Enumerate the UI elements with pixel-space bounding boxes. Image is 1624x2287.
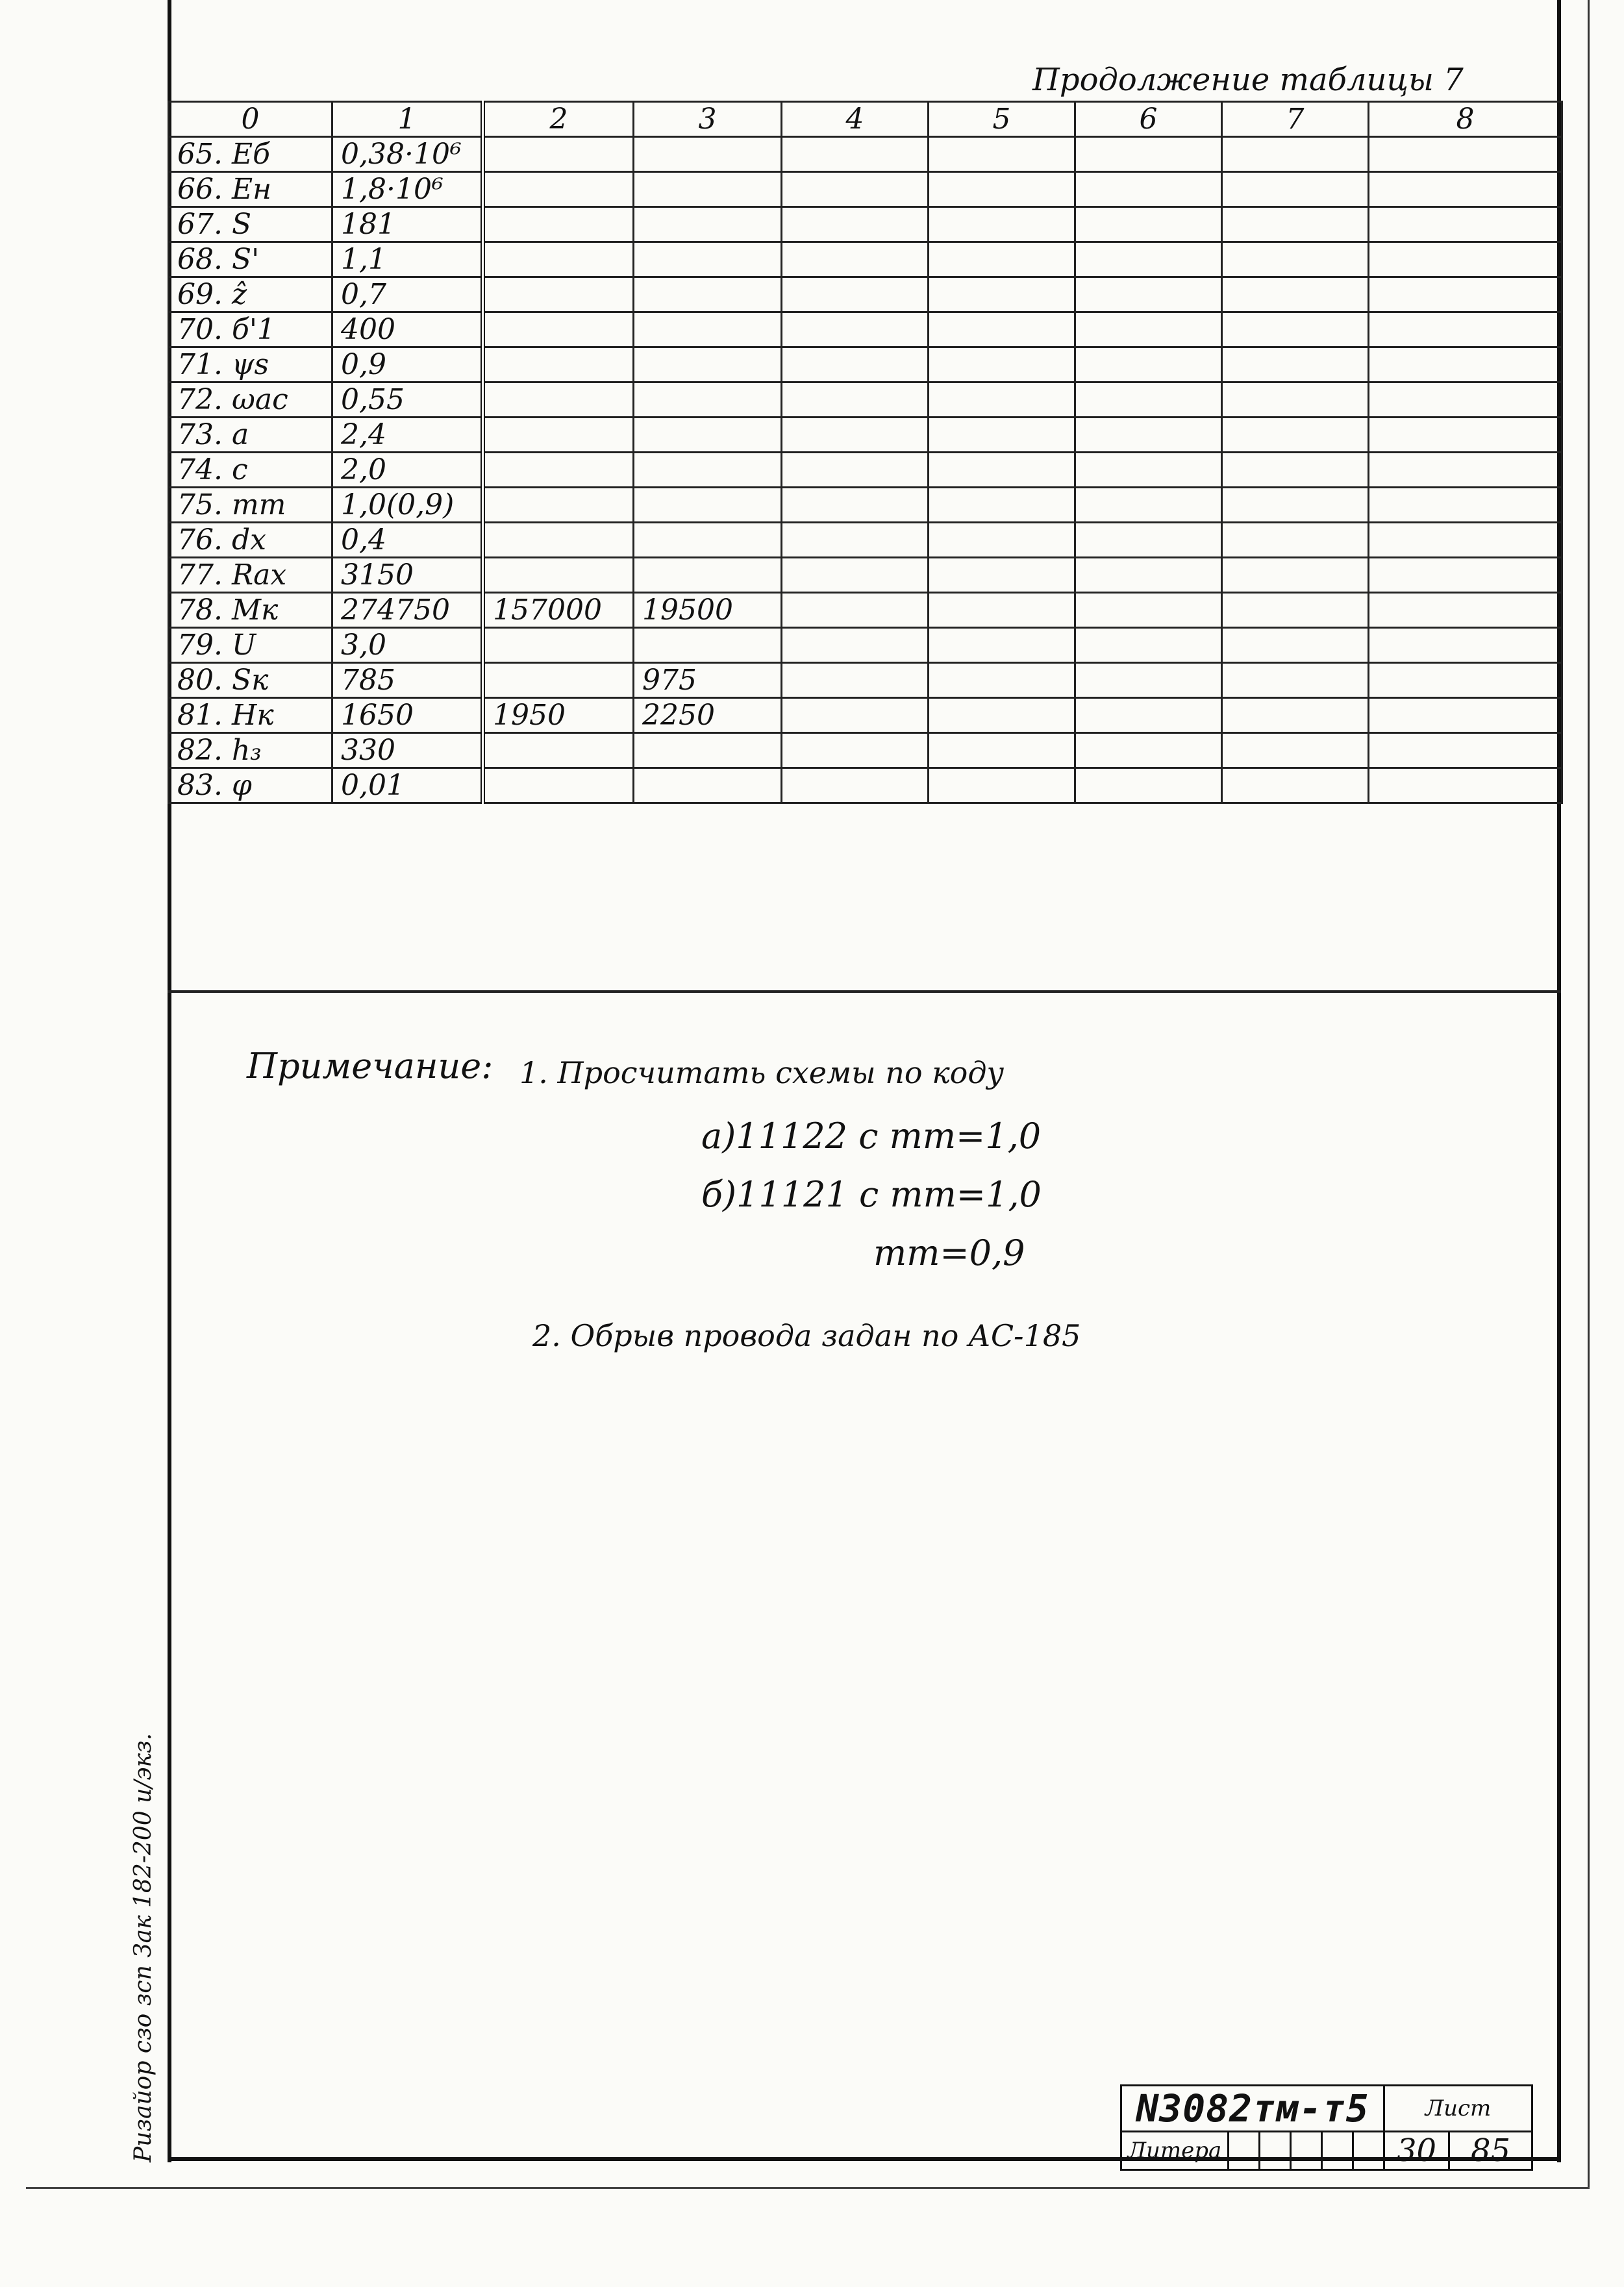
table-cell xyxy=(1075,172,1222,207)
table-cell xyxy=(1222,593,1369,628)
row-label: 69. ẑ xyxy=(169,277,332,312)
table-cell xyxy=(929,312,1075,347)
row-label: 72. ωас xyxy=(169,382,332,418)
table-cell xyxy=(1222,698,1369,733)
table-cell xyxy=(634,733,782,768)
row-label: 67. S xyxy=(169,207,332,242)
table-cell xyxy=(1075,137,1222,172)
table-cell xyxy=(782,137,929,172)
table-cell xyxy=(1369,768,1562,803)
document-code: N3082тм-т5 xyxy=(1121,2086,1384,2132)
table-cell xyxy=(1369,418,1562,453)
outer-bottom-line xyxy=(26,2187,1590,2189)
table-cell xyxy=(1075,558,1222,593)
row-label: 68. S' xyxy=(169,242,332,277)
table-row xyxy=(169,488,1562,523)
table-cell xyxy=(1075,207,1222,242)
table-cell xyxy=(1369,593,1562,628)
table-cell xyxy=(782,242,929,277)
table-cell xyxy=(634,277,782,312)
table-row xyxy=(169,768,1562,803)
table-row xyxy=(169,172,1562,207)
table-cell xyxy=(1369,347,1562,382)
table-cell xyxy=(1222,347,1369,382)
table-cell xyxy=(782,663,929,698)
table-row xyxy=(169,312,1562,347)
row-label: 74. с xyxy=(169,453,332,488)
table-cell xyxy=(1222,768,1369,803)
table-cell xyxy=(1369,523,1562,558)
column-header: 5 xyxy=(929,102,1075,137)
table-cell xyxy=(634,418,782,453)
table-cell xyxy=(1075,277,1222,312)
column-header: 2 xyxy=(483,102,634,137)
table-cell xyxy=(483,418,634,453)
table-cell xyxy=(634,207,782,242)
table-cell xyxy=(782,382,929,418)
title-block xyxy=(1120,2084,1533,2171)
table-cell xyxy=(483,347,634,382)
table-row xyxy=(169,382,1562,418)
column-header: 3 xyxy=(634,102,782,137)
table-row xyxy=(169,593,1562,628)
table-row xyxy=(169,663,1562,698)
table-cell xyxy=(483,453,634,488)
table-cell: 400 xyxy=(332,312,483,347)
row-label: 70. б'1 xyxy=(169,312,332,347)
table-cell xyxy=(1369,207,1562,242)
table-cell xyxy=(929,663,1075,698)
table-cell: 157000 xyxy=(483,593,634,628)
table-cell xyxy=(929,207,1075,242)
table-cell xyxy=(483,663,634,698)
table-cell xyxy=(929,733,1075,768)
table-cell: 0,55 xyxy=(332,382,483,418)
table-row xyxy=(169,242,1562,277)
table-cell xyxy=(929,382,1075,418)
row-label: 73. а xyxy=(169,418,332,453)
table-cell xyxy=(483,768,634,803)
table-cell xyxy=(1075,768,1222,803)
column-header: 1 xyxy=(332,102,483,137)
table-cell xyxy=(483,277,634,312)
table-cell xyxy=(782,698,929,733)
table-cell xyxy=(483,558,634,593)
table-cell xyxy=(929,628,1075,663)
table-cell xyxy=(1075,453,1222,488)
table-cell xyxy=(782,453,929,488)
column-header: 6 xyxy=(1075,102,1222,137)
table-cell xyxy=(634,768,782,803)
table-row xyxy=(169,277,1562,312)
table-cell xyxy=(782,558,929,593)
table-cell xyxy=(929,137,1075,172)
table-row xyxy=(169,137,1562,172)
table-cell xyxy=(1222,207,1369,242)
table-cell xyxy=(782,488,929,523)
table-cell: 2,0 xyxy=(332,453,483,488)
table-cell xyxy=(1222,663,1369,698)
table-cell xyxy=(483,242,634,277)
table-cell xyxy=(1369,277,1562,312)
table-cell xyxy=(634,242,782,277)
note-label: Примечание: xyxy=(247,1045,493,1086)
table-cell xyxy=(929,768,1075,803)
table-row xyxy=(169,698,1562,733)
table-cell xyxy=(634,488,782,523)
row-label: 65. Еб xyxy=(169,137,332,172)
table-cell xyxy=(483,207,634,242)
table-cell xyxy=(1075,698,1222,733)
table-cell xyxy=(1222,628,1369,663)
column-header: 4 xyxy=(782,102,929,137)
table-cell xyxy=(1075,382,1222,418)
row-label: 71. ψs xyxy=(169,347,332,382)
table-row xyxy=(169,523,1562,558)
table-row xyxy=(169,418,1562,453)
table-cell xyxy=(1369,698,1562,733)
table-cell: 0,9 xyxy=(332,347,483,382)
table-cell: 2250 xyxy=(634,698,782,733)
table-cell: 1,0(0,9) xyxy=(332,488,483,523)
table-cell xyxy=(1369,628,1562,663)
table-cell xyxy=(782,523,929,558)
table-cell xyxy=(1222,137,1369,172)
table-cell: 975 xyxy=(634,663,782,698)
table-cell: 3150 xyxy=(332,558,483,593)
column-header: 7 xyxy=(1222,102,1369,137)
table-cell xyxy=(929,172,1075,207)
table-cell: 0,01 xyxy=(332,768,483,803)
table-cell: 1950 xyxy=(483,698,634,733)
table-cell xyxy=(929,242,1075,277)
total-sheets: 85 xyxy=(1449,2132,1532,2170)
table-cell xyxy=(782,733,929,768)
table-cell xyxy=(483,312,634,347)
row-label: 79. U xyxy=(169,628,332,663)
row-label: 75. mт xyxy=(169,488,332,523)
outer-right-line xyxy=(1588,0,1590,2188)
table-cell xyxy=(483,733,634,768)
table-cell xyxy=(634,312,782,347)
table-bottom-rule xyxy=(168,990,1561,993)
table-cell xyxy=(1369,453,1562,488)
table-cell xyxy=(634,628,782,663)
table-cell xyxy=(1369,558,1562,593)
table-cell xyxy=(1369,137,1562,172)
table-cell: 1,1 xyxy=(332,242,483,277)
row-label: 83. φ xyxy=(169,768,332,803)
row-label: 82. h₃ xyxy=(169,733,332,768)
table-cell xyxy=(1222,382,1369,418)
litera-cell xyxy=(1229,2132,1260,2170)
table-cell: 19500 xyxy=(634,593,782,628)
table-cell xyxy=(483,488,634,523)
table-cell: 1650 xyxy=(332,698,483,733)
litera-cell xyxy=(1322,2132,1353,2170)
row-label: 80. Sк xyxy=(169,663,332,698)
table-cell xyxy=(1075,312,1222,347)
data-table xyxy=(168,101,1563,804)
sheet-label: Лист xyxy=(1384,2086,1532,2132)
table-cell xyxy=(929,453,1075,488)
table-cell xyxy=(929,558,1075,593)
litera-label: Литера xyxy=(1121,2132,1229,2170)
table-cell xyxy=(782,312,929,347)
table-cell xyxy=(1222,453,1369,488)
row-label: 78. Mк xyxy=(169,593,332,628)
table-cell xyxy=(1369,488,1562,523)
table-cell xyxy=(782,207,929,242)
table-cell xyxy=(483,628,634,663)
table-cell xyxy=(929,418,1075,453)
row-label: 81. Hк xyxy=(169,698,332,733)
table-cell xyxy=(929,277,1075,312)
table-header-row xyxy=(169,102,1562,137)
column-header: 8 xyxy=(1369,102,1562,137)
table-row xyxy=(169,558,1562,593)
row-label: 66. Ен xyxy=(169,172,332,207)
table-cell xyxy=(1222,277,1369,312)
table-cell: 274750 xyxy=(332,593,483,628)
table-cell xyxy=(1222,172,1369,207)
table-cell xyxy=(1369,382,1562,418)
table-cell xyxy=(634,523,782,558)
table-cell xyxy=(782,628,929,663)
table-cell xyxy=(1369,172,1562,207)
litera-cell xyxy=(1291,2132,1322,2170)
table-cell xyxy=(1369,733,1562,768)
table-cell xyxy=(1369,663,1562,698)
row-label: 77. Rах xyxy=(169,558,332,593)
table-cell xyxy=(1222,242,1369,277)
table-cell: 0,7 xyxy=(332,277,483,312)
table-cell xyxy=(1075,242,1222,277)
column-header: 0 xyxy=(169,102,332,137)
table-cell xyxy=(634,382,782,418)
litera-cell xyxy=(1353,2132,1384,2170)
note-item-2: 2. Обрыв провода задан по АС-185 xyxy=(532,1318,1081,1353)
table-cell xyxy=(1075,347,1222,382)
table-caption: Продолжение таблицы 7 xyxy=(1032,62,1464,98)
litera-cell xyxy=(1260,2132,1291,2170)
table-row xyxy=(169,628,1562,663)
table-cell xyxy=(929,593,1075,628)
table-cell xyxy=(1222,733,1369,768)
table-cell: 2,4 xyxy=(332,418,483,453)
table-cell xyxy=(1075,593,1222,628)
table-cell xyxy=(782,593,929,628)
table-cell: 0,38·10⁶ xyxy=(332,137,483,172)
table-cell xyxy=(782,172,929,207)
table-row xyxy=(169,733,1562,768)
table-cell xyxy=(483,172,634,207)
table-cell xyxy=(929,698,1075,733)
table-cell xyxy=(1222,523,1369,558)
table-cell xyxy=(929,347,1075,382)
table-cell xyxy=(483,382,634,418)
table-cell xyxy=(1075,628,1222,663)
note-line-b: б)11121 с mт=1,0 xyxy=(701,1174,1042,1215)
table-cell xyxy=(1075,418,1222,453)
side-print-note: Ризайор сзо зсп Зак 182-200 и/экз. xyxy=(130,1732,156,2162)
row-label: 76. dх xyxy=(169,523,332,558)
table-cell xyxy=(1222,312,1369,347)
table-cell: 1,8·10⁶ xyxy=(332,172,483,207)
table-cell: 785 xyxy=(332,663,483,698)
table-cell: 3,0 xyxy=(332,628,483,663)
table-cell xyxy=(1075,663,1222,698)
table-cell xyxy=(782,768,929,803)
table-cell xyxy=(634,347,782,382)
table-cell xyxy=(1222,488,1369,523)
table-row xyxy=(169,207,1562,242)
table-cell xyxy=(634,558,782,593)
table-cell xyxy=(782,418,929,453)
note-line-a: а)11122 с mт=1,0 xyxy=(701,1116,1042,1156)
table-cell xyxy=(782,277,929,312)
table-cell xyxy=(1075,733,1222,768)
table-cell xyxy=(782,347,929,382)
table-cell xyxy=(929,523,1075,558)
table-cell xyxy=(483,137,634,172)
table-cell xyxy=(929,488,1075,523)
table-cell xyxy=(1369,312,1562,347)
sheet-number: 30 xyxy=(1384,2132,1449,2170)
table-cell: 181 xyxy=(332,207,483,242)
table-cell xyxy=(634,453,782,488)
table-row xyxy=(169,347,1562,382)
table-cell: 0,4 xyxy=(332,523,483,558)
table-cell xyxy=(1075,488,1222,523)
table-cell xyxy=(1369,242,1562,277)
table-cell xyxy=(634,137,782,172)
table-cell xyxy=(634,172,782,207)
note-item-1: 1. Просчитать схемы по коду xyxy=(519,1055,1005,1090)
table-cell xyxy=(1222,418,1369,453)
note-line-c: mт=0,9 xyxy=(873,1232,1025,1273)
table-cell: 330 xyxy=(332,733,483,768)
table-cell xyxy=(483,523,634,558)
table-row xyxy=(169,453,1562,488)
table-cell xyxy=(1222,558,1369,593)
table-cell xyxy=(1075,523,1222,558)
